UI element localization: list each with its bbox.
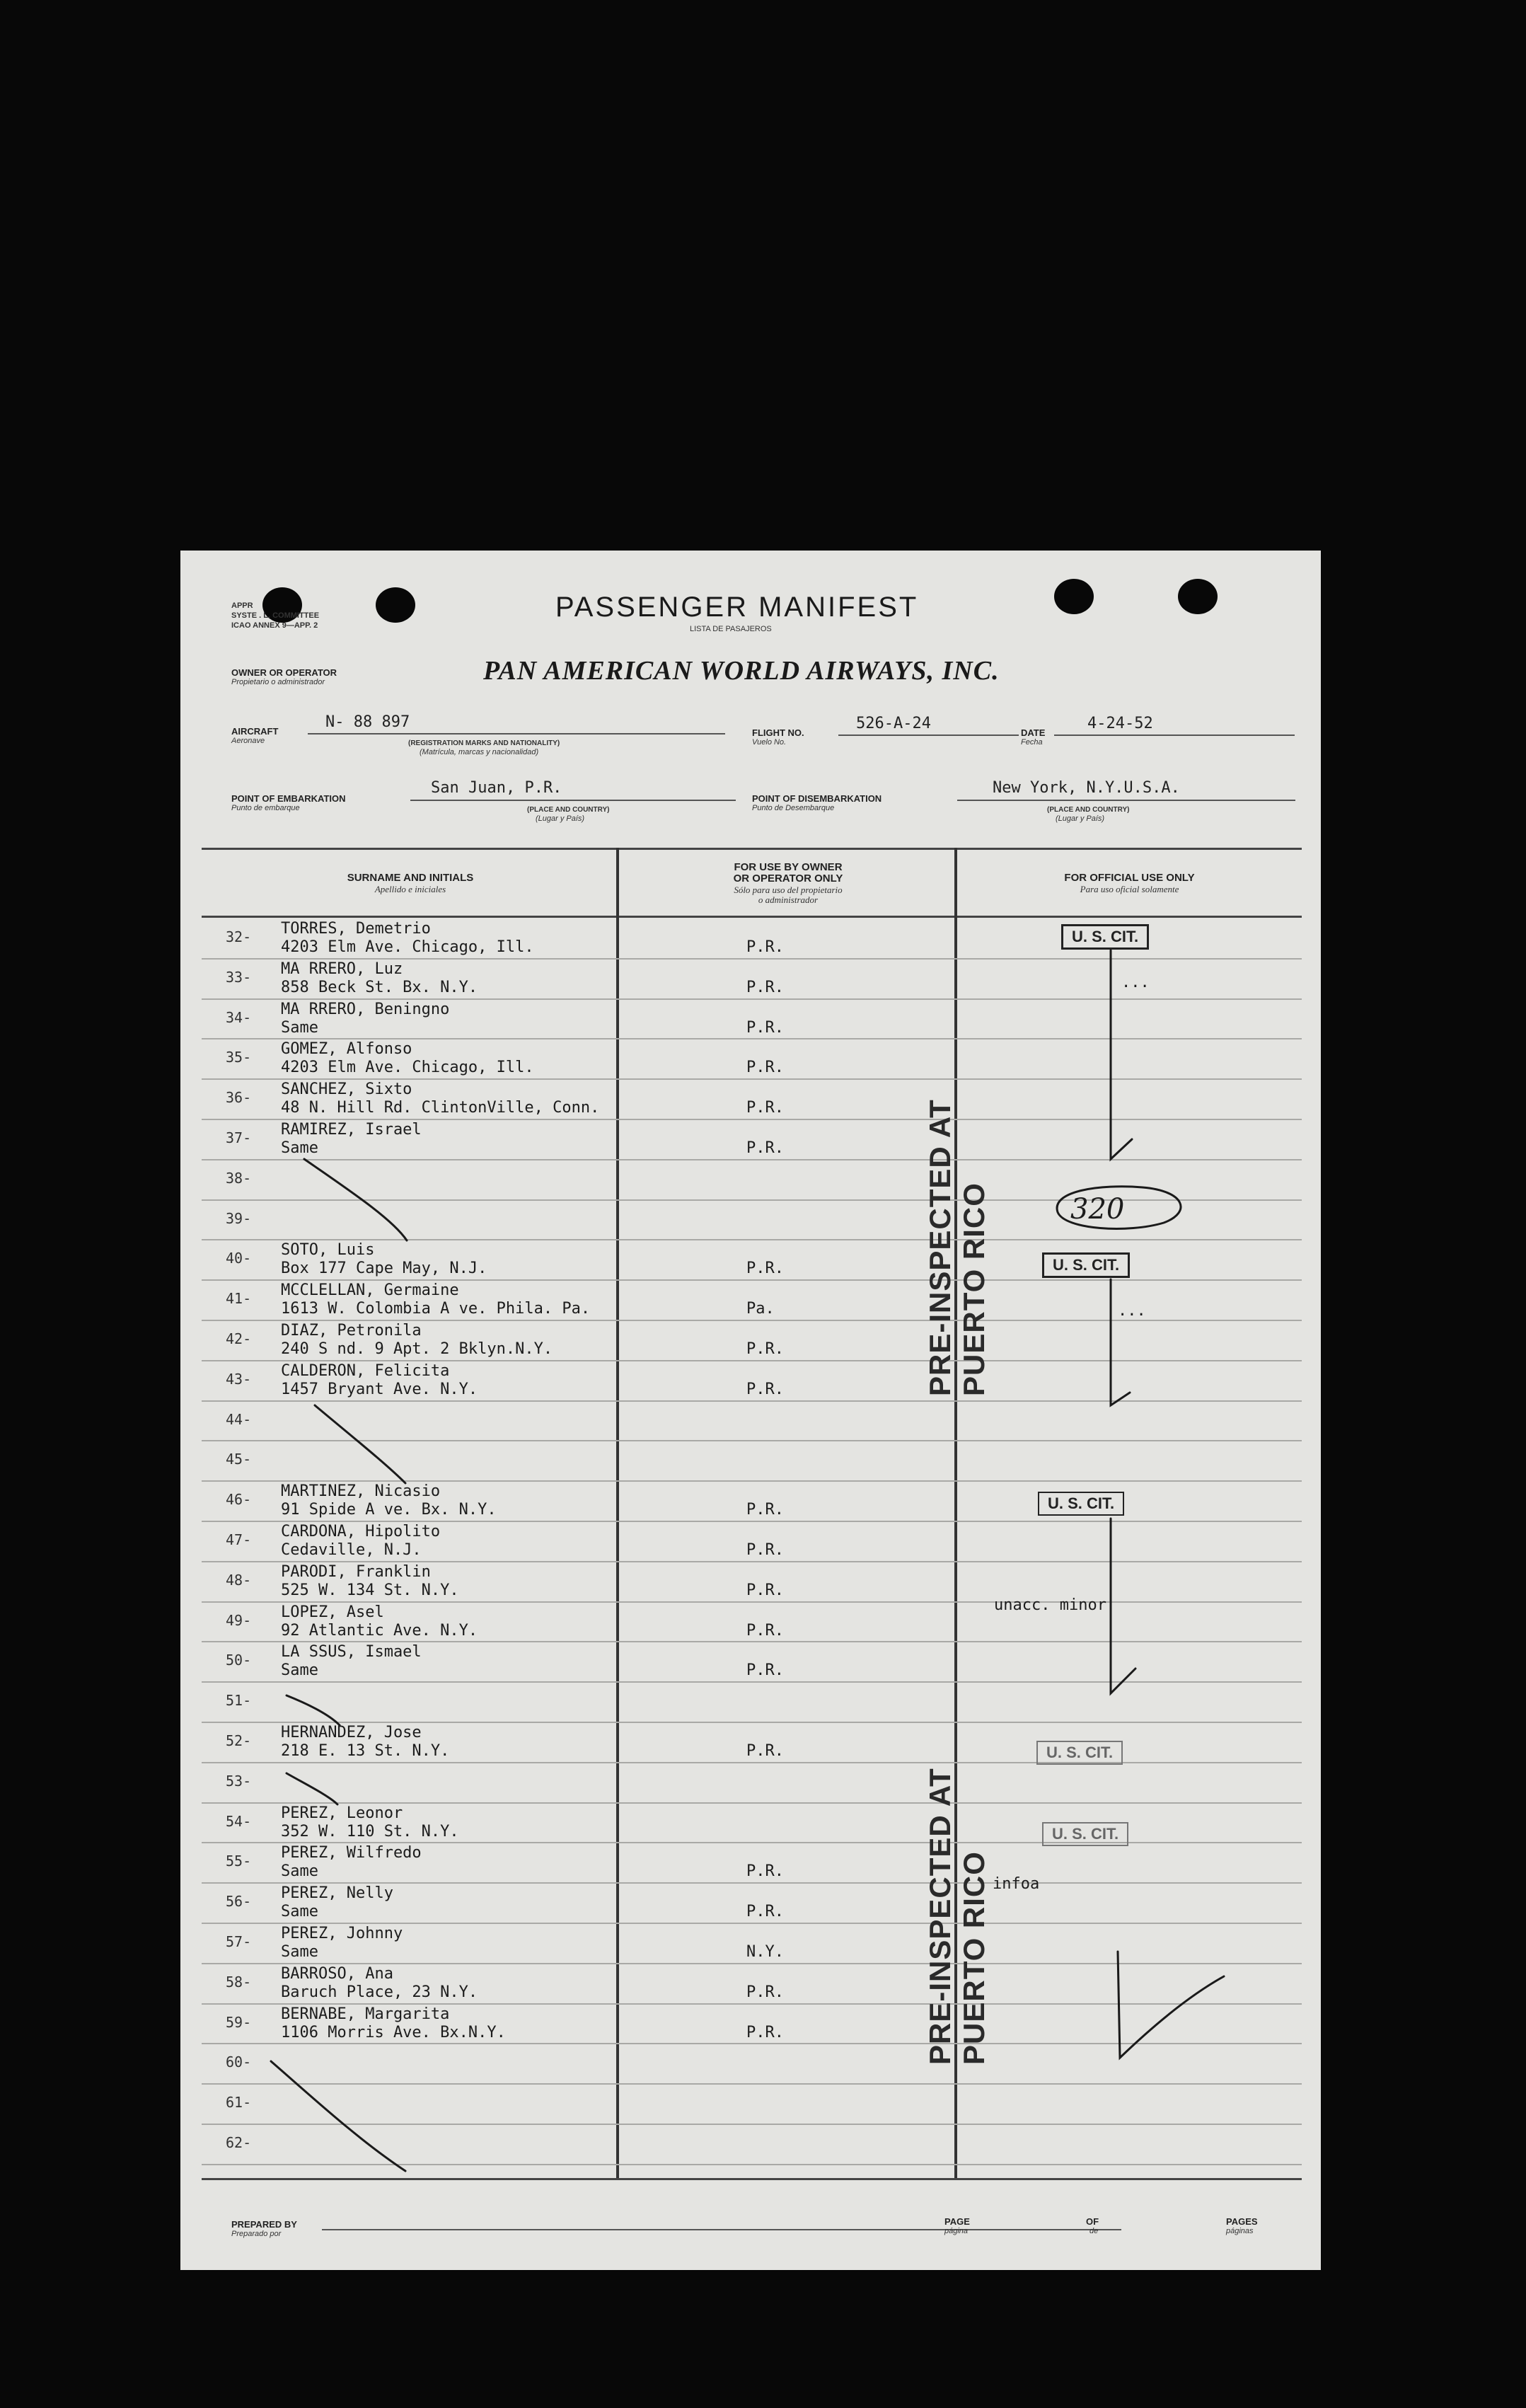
row-number: 54- bbox=[226, 1812, 252, 1830]
passenger-name: MCCLELLAN, Germaine bbox=[281, 1281, 459, 1300]
row-number: 61- bbox=[226, 2094, 252, 2112]
passenger-name: SANCHEZ, Sixto bbox=[281, 1081, 412, 1099]
mark-dots: ... bbox=[1118, 1302, 1146, 1320]
passenger-address: 92 Atlantic Ave. N.Y. bbox=[281, 1621, 478, 1640]
passenger-address: 4203 Elm Ave. Chicago, Ill. bbox=[281, 938, 534, 956]
operator-use-value: P.R. bbox=[746, 1742, 784, 1760]
flight-label: FLIGHT NO. bbox=[752, 727, 804, 738]
prepared-underline bbox=[322, 2229, 1121, 2230]
pages-label-es: páginas bbox=[1226, 2227, 1254, 2235]
operator-use-value: P.R. bbox=[746, 978, 784, 996]
aircraft-label: AIRCRAFT bbox=[231, 726, 279, 737]
operator-use-value: P.R. bbox=[746, 1903, 784, 1921]
row-number: 53- bbox=[226, 1772, 252, 1790]
operator-use-value: P.R. bbox=[746, 1581, 784, 1599]
blank-row-slash bbox=[287, 1695, 340, 1725]
col-operator-header: FOR USE BY OWNER bbox=[734, 861, 843, 873]
operator-use-value: P.R. bbox=[746, 1983, 784, 2001]
col-operator-header-es: o administrador bbox=[758, 894, 819, 905]
passenger-address: 352 W. 110 St. N.Y. bbox=[281, 1822, 459, 1840]
passenger-name: MARTINEZ, Nicasio bbox=[281, 1482, 441, 1501]
operator-use-value: P.R. bbox=[746, 1139, 784, 1157]
of-label: OF bbox=[1086, 2216, 1099, 2227]
operator-use-value: P.R. bbox=[746, 1501, 784, 1519]
count-oval bbox=[1057, 1187, 1181, 1229]
row-number: 46- bbox=[226, 1491, 252, 1509]
passenger-address: Same bbox=[281, 1018, 318, 1037]
check-mark bbox=[1111, 1279, 1130, 1405]
passenger-address: 1106 Morris Ave. Bx.N.Y. bbox=[281, 2023, 506, 2041]
unaccompanied-note: unacc. minor bbox=[994, 1596, 1106, 1614]
date-label-es: Fecha bbox=[1021, 738, 1043, 747]
passenger-name: LA SSUS, Ismael bbox=[281, 1643, 422, 1661]
passenger-name: MA RRERO, Luz bbox=[281, 960, 403, 978]
page-label-es: página bbox=[944, 2227, 969, 2235]
disembark-place-note: (PLACE AND COUNTRY) bbox=[1047, 806, 1130, 814]
passenger-address: Same bbox=[281, 1903, 318, 1921]
preinspected-stamp: PRE-INSPECTED AT PUERTO RICO bbox=[923, 1768, 990, 2065]
col-official-header: FOR OFFICIAL USE ONLY bbox=[1064, 872, 1195, 884]
operator-use-value: P.R. bbox=[746, 1018, 784, 1037]
embark-label-es: Punto de embarque bbox=[231, 804, 300, 812]
disembark-label: POINT OF DISEMBARKATION bbox=[752, 793, 882, 804]
passenger-address: Baruch Place, 23 N.Y. bbox=[281, 1983, 478, 2001]
col-operator-header: OR OPERATOR ONLY bbox=[733, 872, 843, 885]
passenger-name: BERNABE, Margarita bbox=[281, 2005, 450, 2023]
row-number: 33- bbox=[226, 968, 252, 986]
table-bottom-border bbox=[202, 2178, 1302, 2180]
passenger-address: 525 W. 134 St. N.Y. bbox=[281, 1581, 459, 1599]
row-number: 37- bbox=[226, 1129, 252, 1146]
citizen-stamp: U. S. CIT. bbox=[1061, 924, 1149, 950]
row-number: 45- bbox=[226, 1451, 252, 1468]
row-number: 49- bbox=[226, 1611, 252, 1629]
operator-use-value: P.R. bbox=[746, 1059, 784, 1077]
prepared-label-es: Preparado por bbox=[231, 2230, 282, 2238]
embark-label: POINT OF EMBARKATION bbox=[231, 793, 346, 804]
passenger-name: MA RRERO, Beningno bbox=[281, 1000, 450, 1018]
date-value: 4-24-52 bbox=[1087, 715, 1153, 732]
col-official-header-es: Para uso oficial solamente bbox=[1080, 884, 1179, 894]
passenger-name: PEREZ, Nelly bbox=[281, 1884, 393, 1903]
row-number: 39- bbox=[226, 1209, 252, 1227]
blank-row-slash bbox=[287, 1773, 337, 1804]
handwritten-marks bbox=[180, 551, 1321, 2270]
passenger-name: DIAZ, Petronila bbox=[281, 1322, 422, 1340]
passenger-name: LOPEZ, Asel bbox=[281, 1603, 384, 1621]
passenger-address: 218 E. 13 St. N.Y. bbox=[281, 1742, 450, 1760]
operator-use-value: N.Y. bbox=[746, 1943, 784, 1961]
check-mark bbox=[1111, 950, 1132, 1159]
row-number: 35- bbox=[226, 1049, 252, 1066]
form-title-es: LISTA DE PASAJEROS bbox=[690, 625, 772, 633]
row-number: 42- bbox=[226, 1330, 252, 1347]
disembark-place-note-es: (Lugar y País) bbox=[1056, 814, 1105, 823]
row-number: 48- bbox=[226, 1571, 252, 1589]
operator-use-value: P.R. bbox=[746, 1099, 784, 1117]
embark-value: San Juan, P.R. bbox=[431, 779, 562, 797]
approval-line: APPR bbox=[231, 601, 253, 610]
passenger-address: Same bbox=[281, 1139, 318, 1157]
passenger-address: 858 Beck St. Bx. N.Y. bbox=[281, 978, 478, 996]
operator-use-value: Pa. bbox=[746, 1300, 775, 1318]
citizen-stamp: U. S. CIT. bbox=[1036, 1741, 1123, 1765]
aircraft-value: N- 88 897 bbox=[325, 713, 410, 731]
row-number: 44- bbox=[226, 1410, 252, 1428]
flight-value: 526-A-24 bbox=[856, 715, 931, 732]
disembark-label-es: Punto de Desembarque bbox=[752, 804, 835, 812]
row-number: 38- bbox=[226, 1169, 252, 1187]
row-number: 34- bbox=[226, 1008, 252, 1026]
col-surname-header: SURNAME AND INITIALS bbox=[347, 872, 474, 884]
owner-value: PAN AMERICAN WORLD AIRWAYS, INC. bbox=[483, 656, 1000, 686]
mark-dots: ... bbox=[1121, 974, 1150, 991]
operator-use-value: P.R. bbox=[746, 1862, 784, 1881]
passenger-name: PEREZ, Wilfredo bbox=[281, 1844, 422, 1862]
passenger-name: HERNANDEZ, Jose bbox=[281, 1724, 422, 1741]
row-number: 55- bbox=[226, 1853, 252, 1870]
passenger-address: 1457 Bryant Ave. N.Y. bbox=[281, 1380, 478, 1398]
passenger-name: GOMEZ, Alfonso bbox=[281, 1040, 412, 1059]
blank-row-slash bbox=[315, 1405, 405, 1483]
passenger-address: Same bbox=[281, 1661, 318, 1680]
pages-label: PAGES bbox=[1226, 2216, 1258, 2227]
operator-use-value: P.R. bbox=[746, 1380, 784, 1398]
operator-use-value: P.R. bbox=[746, 1661, 784, 1680]
passenger-name: PEREZ, Johnny bbox=[281, 1925, 403, 1942]
row-number: 32- bbox=[226, 928, 252, 945]
row-number: 62- bbox=[226, 2134, 252, 2151]
passenger-address: Same bbox=[281, 1862, 318, 1881]
col-surname-header-es: Apellido e iniciales bbox=[374, 884, 446, 894]
citizen-stamp: U. S. CIT. bbox=[1042, 1252, 1130, 1278]
passenger-address: 4203 Elm Ave. Chicago, Ill. bbox=[281, 1059, 534, 1077]
row-number: 56- bbox=[226, 1893, 252, 1911]
check-mark bbox=[1118, 1952, 1224, 2058]
infant-note: infoa bbox=[993, 1875, 1040, 1893]
row-number: 41- bbox=[226, 1290, 252, 1308]
row-number: 59- bbox=[226, 2013, 252, 2031]
row-number: 40- bbox=[226, 1250, 252, 1267]
aircraft-label-es: Aeronave bbox=[231, 737, 265, 745]
operator-use-value: P.R. bbox=[746, 2023, 784, 2041]
passenger-name: PARODI, Franklin bbox=[281, 1562, 431, 1581]
passenger-address: 240 S nd. 9 Apt. 2 Bklyn.N.Y. bbox=[281, 1340, 553, 1358]
passenger-name: BARROSO, Ana bbox=[281, 1964, 393, 1983]
passenger-address: 91 Spide A ve. Bx. N.Y. bbox=[281, 1501, 497, 1519]
passenger-name: CARDONA, Hipolito bbox=[281, 1523, 441, 1540]
citizen-stamp: U. S. CIT. bbox=[1042, 1822, 1128, 1846]
registration-note-es: (Matrícula, marcas y nacionalidad) bbox=[420, 748, 539, 756]
prepared-label: PREPARED BY bbox=[231, 2219, 297, 2230]
passenger-address: 1613 W. Colombia A ve. Phila. Pa. bbox=[281, 1300, 591, 1318]
passenger-name: CALDERON, Felicita bbox=[281, 1361, 450, 1380]
manifest-sheet bbox=[180, 551, 1321, 2270]
date-label: DATE bbox=[1021, 727, 1046, 738]
approval-line: SYSTE . L. COMMITTEE bbox=[231, 611, 320, 620]
preinspected-stamp: PRE-INSPECTED AT PUERTO RICO bbox=[923, 1099, 990, 1396]
operator-use-value: P.R. bbox=[746, 1340, 784, 1358]
row-number: 43- bbox=[226, 1370, 252, 1388]
registration-note: (REGISTRATION MARKS AND NATIONALITY) bbox=[408, 739, 560, 747]
operator-use-value: P.R. bbox=[746, 1621, 784, 1640]
form-title: PASSENGER MANIFEST bbox=[555, 592, 919, 623]
owner-label-es: Propietario o administrador bbox=[231, 678, 325, 686]
embark-place-note: (PLACE AND COUNTRY) bbox=[527, 806, 610, 814]
row-number: 36- bbox=[226, 1089, 252, 1107]
owner-label: OWNER OR OPERATOR bbox=[231, 667, 337, 678]
operator-use-value: P.R. bbox=[746, 1260, 784, 1278]
row-number: 50- bbox=[226, 1652, 252, 1669]
row-number: 57- bbox=[226, 1933, 252, 1950]
check-mark bbox=[1111, 1519, 1135, 1693]
row-number: 47- bbox=[226, 1531, 252, 1548]
of-label-es: de bbox=[1089, 2227, 1099, 2235]
col-operator-header-es: Sólo para uso del propietario bbox=[734, 885, 843, 895]
passenger-address: 48 N. Hill Rd. ClintonVille, Conn. bbox=[281, 1099, 600, 1117]
passenger-address: Cedaville, N.J. bbox=[281, 1541, 422, 1559]
embark-place-note-es: (Lugar y País) bbox=[536, 814, 585, 823]
approval-line: ICAO ANNEX 9—APP. 2 bbox=[231, 621, 318, 630]
passenger-name: SOTO, Luis bbox=[281, 1241, 375, 1260]
row-number: 58- bbox=[226, 1973, 252, 1991]
operator-use-value: P.R. bbox=[746, 1541, 784, 1559]
count-note: 320 bbox=[1070, 1193, 1125, 1226]
passenger-address: Same bbox=[281, 1943, 318, 1961]
passenger-name: TORRES, Demetrio bbox=[281, 920, 431, 938]
passenger-name: PEREZ, Leonor bbox=[281, 1804, 403, 1822]
disembark-value: New York, N.Y.U.S.A. bbox=[993, 779, 1180, 797]
row-number: 60- bbox=[226, 2053, 252, 2071]
row-number: 51- bbox=[226, 1692, 252, 1710]
blank-row-slash bbox=[304, 1159, 407, 1240]
passenger-name: RAMIREZ, Israel bbox=[281, 1121, 422, 1139]
passenger-address: Box 177 Cape May, N.J. bbox=[281, 1260, 487, 1278]
operator-use-value: P.R. bbox=[746, 938, 784, 956]
flight-label-es: Vuelo No. bbox=[752, 738, 787, 747]
citizen-stamp: U. S. CIT. bbox=[1038, 1492, 1124, 1516]
row-number: 52- bbox=[226, 1732, 252, 1749]
page-label: PAGE bbox=[944, 2216, 970, 2227]
blank-row-slash bbox=[271, 2061, 405, 2171]
